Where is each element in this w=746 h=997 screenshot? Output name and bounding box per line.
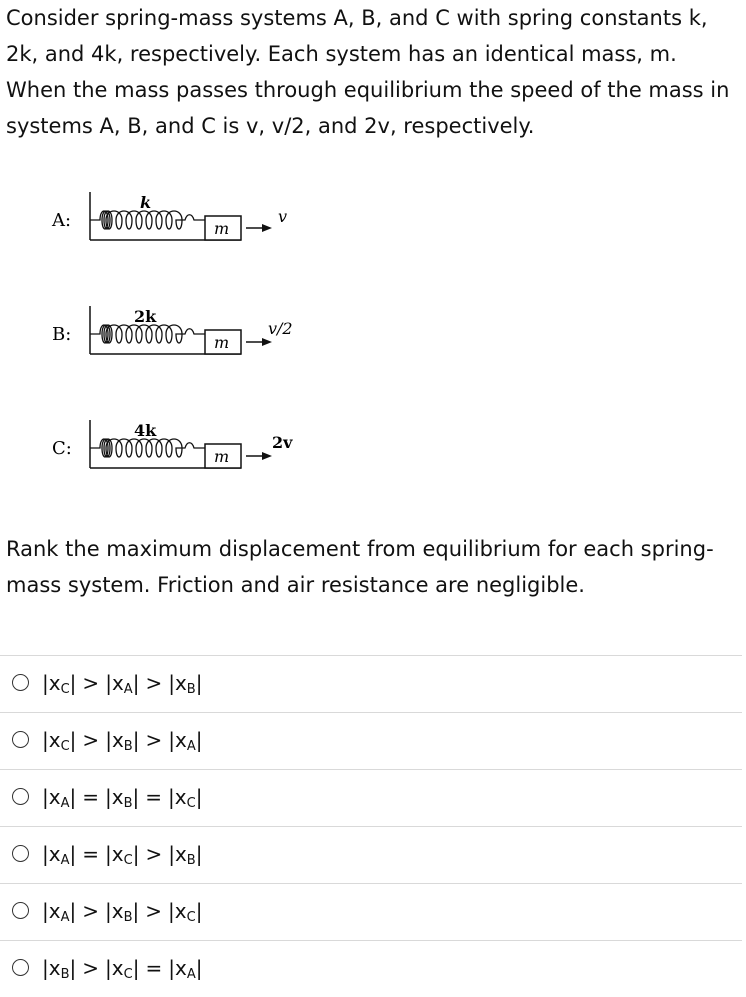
question-text: Consider spring-mass systems A, B, and C with spring constants k, 2k, and 4k, respectively. Each system has an identical mass, m. When the mass passes through equilibrium the speed of the mass in systems A, B, and C is v, v/2, and 2v, respectively.	[6, 6, 730, 138]
system-subscript: B	[123, 910, 133, 925]
displacement-variable: x	[48, 956, 61, 980]
abs-displacement: $|x_A|$	[42, 785, 77, 811]
system-subscript: C	[186, 796, 196, 811]
system-subscript: C	[123, 853, 133, 868]
system-b	[52, 306, 293, 354]
radio-button[interactable]	[12, 731, 29, 748]
abs-displacement: $|x_B|$	[105, 785, 140, 811]
displacement-variable: x	[174, 899, 187, 923]
radio-button[interactable]	[12, 845, 29, 862]
displacement-variable: x	[48, 785, 61, 809]
displacement-variable: x	[111, 842, 124, 866]
system-subscript: A	[60, 853, 70, 868]
system-subscript: C	[60, 682, 70, 697]
displacement-variable: x	[174, 956, 187, 980]
comparison-operator: >	[145, 842, 163, 866]
system-subscript: C	[60, 739, 70, 754]
system-a	[51, 192, 287, 240]
comparison-operator: >	[145, 671, 163, 695]
abs-displacement: $|x_C|$	[105, 842, 140, 868]
radio-button[interactable]	[12, 788, 29, 805]
displacement-variable: x	[48, 842, 61, 866]
answer-option[interactable]	[0, 655, 742, 712]
system-b-mass-label: m	[214, 333, 230, 352]
answer-option-label	[42, 898, 202, 931]
abs-displacement: $|x_C|$	[168, 899, 203, 925]
system-subscript: A	[123, 682, 133, 697]
displacement-variable: x	[174, 785, 187, 809]
abs-displacement: $|x_B|$	[168, 842, 203, 868]
answer-option-label	[42, 727, 202, 760]
spring-mass-diagram	[0, 180, 360, 480]
displacement-variable: x	[111, 671, 124, 695]
system-a-mass-label: m	[214, 219, 230, 238]
displacement-variable: x	[48, 728, 61, 752]
answer-option[interactable]	[0, 883, 742, 940]
comparison-operator: >	[145, 899, 163, 923]
system-c-velocity-label: 2v	[272, 433, 293, 452]
answer-option-label	[42, 784, 202, 817]
abs-displacement: $|x_B|$	[168, 671, 203, 697]
comparison-operator: =	[145, 956, 163, 980]
abs-displacement: $|x_A|$	[42, 842, 77, 868]
system-subscript: A	[186, 739, 196, 754]
system-subscript: A	[60, 796, 70, 811]
displacement-variable: x	[174, 728, 187, 752]
system-a-velocity-label: v	[278, 207, 288, 226]
system-b-spring-constant: 2k	[134, 307, 157, 326]
system-subscript: B	[186, 853, 196, 868]
displacement-variable: x	[111, 785, 124, 809]
system-c-mass-label: m	[214, 447, 230, 466]
answer-options	[0, 655, 742, 997]
system-subscript: B	[186, 682, 196, 697]
displacement-variable: x	[111, 956, 124, 980]
system-b-velocity-label: v/2	[268, 319, 293, 338]
answer-option[interactable]	[0, 940, 742, 997]
system-c	[52, 420, 293, 468]
comparison-operator: >	[82, 671, 100, 695]
answer-option-label	[42, 670, 202, 703]
system-a-spring-constant: k	[140, 193, 152, 212]
abs-displacement: $|x_C|$	[105, 956, 140, 982]
abs-displacement: $|x_A|$	[105, 671, 140, 697]
radio-button[interactable]	[12, 902, 29, 919]
system-c-label: C:	[52, 438, 72, 459]
comparison-operator: =	[145, 785, 163, 809]
system-subscript: C	[186, 910, 196, 925]
answer-option-label	[42, 841, 202, 874]
system-a-label: A:	[52, 210, 72, 231]
abs-displacement: $|x_B|$	[105, 728, 140, 754]
comparison-operator: =	[82, 842, 100, 866]
system-subscript: A	[60, 910, 70, 925]
abs-displacement: $|x_B|$	[105, 899, 140, 925]
system-subscript: C	[123, 967, 133, 982]
answer-option[interactable]	[0, 712, 742, 769]
abs-displacement: $|x_B|$	[42, 956, 77, 982]
radio-button[interactable]	[12, 674, 29, 691]
abs-displacement: $|x_A|$	[168, 728, 203, 754]
ranking-prompt: Rank the maximum displacement from equilibrium for each spring-mass system. Friction and air resistance are negligible.	[6, 537, 714, 597]
system-subscript: B	[60, 967, 70, 982]
system-subscript: B	[123, 796, 133, 811]
comparison-operator: >	[145, 728, 163, 752]
answer-option[interactable]	[0, 769, 742, 826]
abs-displacement: $|x_A|$	[42, 899, 77, 925]
displacement-variable: x	[174, 671, 187, 695]
system-c-spring-constant: 4k	[134, 421, 157, 440]
system-b-label: B:	[52, 324, 72, 345]
system-subscript: B	[123, 739, 133, 754]
comparison-operator: >	[82, 728, 100, 752]
displacement-variable: x	[111, 899, 124, 923]
abs-displacement: $|x_A|$	[168, 956, 203, 982]
system-subscript: A	[186, 967, 196, 982]
radio-button[interactable]	[12, 959, 29, 976]
displacement-variable: x	[111, 728, 124, 752]
abs-displacement: $|x_C|$	[168, 785, 203, 811]
displacement-variable: x	[48, 899, 61, 923]
displacement-variable: x	[174, 842, 187, 866]
comparison-operator: >	[82, 899, 100, 923]
comparison-operator: =	[82, 785, 100, 809]
comparison-operator: >	[82, 956, 100, 980]
abs-displacement: $|x_C|$	[42, 671, 77, 697]
abs-displacement: $|x_C|$	[42, 728, 77, 754]
displacement-variable: x	[48, 671, 61, 695]
answer-option[interactable]	[0, 826, 742, 883]
answer-option-label	[42, 955, 202, 988]
